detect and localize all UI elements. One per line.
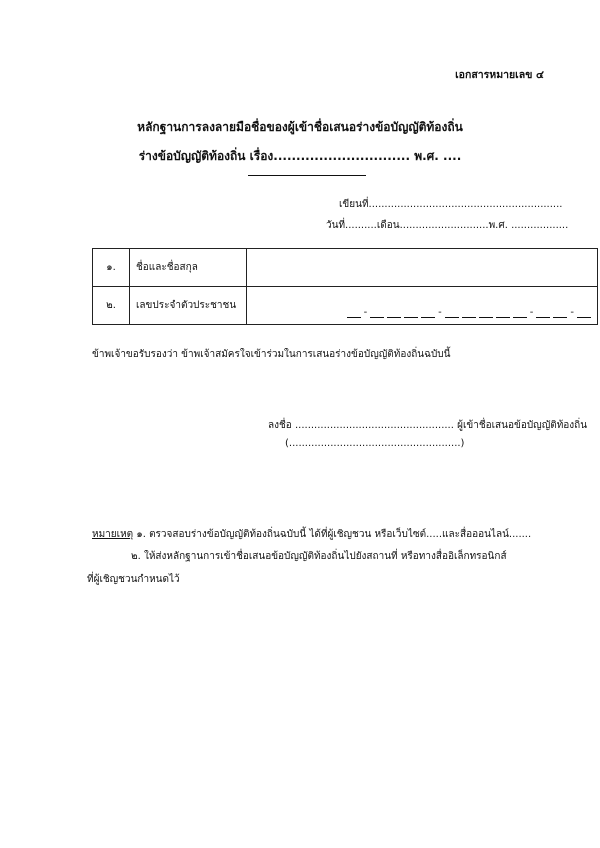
id-separator: -: [438, 307, 442, 318]
id-separator: -: [570, 307, 574, 318]
id-digit-blank[interactable]: [421, 307, 435, 318]
id-digit-blank[interactable]: [496, 307, 510, 318]
date-line: วันที่..........เดือน............................พ.ศ. ..................: [326, 220, 569, 231]
id-digit-blank[interactable]: [404, 307, 418, 318]
id-number-field[interactable]: [247, 287, 598, 325]
title-underline: [248, 175, 366, 176]
note-2: ๒. ให้ส่งหลักฐานการเข้าชื่อเสนอข้อบัญญัติท้องถิ่นไปยังสถานที่ หรือทางสื่ออิเล็กทรอนิกส์: [131, 551, 507, 562]
id-separator: -: [529, 307, 534, 318]
id-separator: -: [363, 307, 368, 318]
id-number-blanks: [253, 293, 591, 318]
note-2-continued: ที่ผู้เชิญชวนกำหนดไว้: [87, 574, 180, 585]
id-digit-blank[interactable]: [370, 307, 384, 318]
id-digit-blank[interactable]: [387, 307, 401, 318]
form-subtitle: ร่างข้อบัญญัติท้องถิ่น เรื่อง.............................. พ.ศ. ....: [138, 149, 462, 163]
id-digit-blank[interactable]: [462, 307, 476, 318]
name-field[interactable]: [247, 249, 598, 287]
info-table: [92, 248, 598, 325]
written-at-line: เขียนที่.............................................................: [339, 199, 563, 210]
row-number: ๒.: [93, 287, 130, 325]
id-digit-blank[interactable]: [347, 307, 361, 318]
note-1: [92, 527, 531, 542]
table-row: [93, 249, 598, 287]
id-digit-blank[interactable]: [553, 307, 567, 318]
signature-name-line[interactable]: (......................................................): [285, 438, 465, 449]
id-digit-blank[interactable]: [445, 307, 459, 318]
id-digit-blank[interactable]: [577, 307, 591, 318]
name-label: ชื่อและชื่อสกุล: [130, 249, 247, 287]
row-number: ๑.: [93, 249, 130, 287]
table-row: [93, 287, 598, 325]
document-number: เอกสารหมายเลข ๔: [455, 69, 544, 81]
consent-statement: ข้าพเจ้าขอรับรองว่า ข้าพเจ้าสมัครใจเข้าร่วมในการเสนอร่างข้อบัญญัติท้องถิ่นฉบับนี้: [92, 349, 451, 360]
id-digit-blank[interactable]: [513, 307, 527, 318]
id-digit-blank[interactable]: [536, 307, 550, 318]
note-1-text: ๑. ตรวจสอบร่างข้อบัญญัติท้องถิ่นฉบับนี้ ได้ที่ผู้เชิญชวน หรือเว็บไซต์.....และสื่อออนไลน์.......: [136, 529, 532, 540]
signature-line[interactable]: ลงชื่อ .................................................. ผู้เข้าชื่อเสนอข้อบัญญัติท้องถิ่น: [268, 420, 588, 431]
note-label: หมายเหตุ: [92, 529, 134, 540]
id-digit-blank[interactable]: [479, 307, 493, 318]
form-title: หลักฐานการลงลายมือชื่อของผู้เข้าชื่อเสนอร่างข้อบัญญัติท้องถิ่น: [137, 120, 463, 134]
id-label: เลขประจำตัวประชาชน: [130, 287, 247, 325]
